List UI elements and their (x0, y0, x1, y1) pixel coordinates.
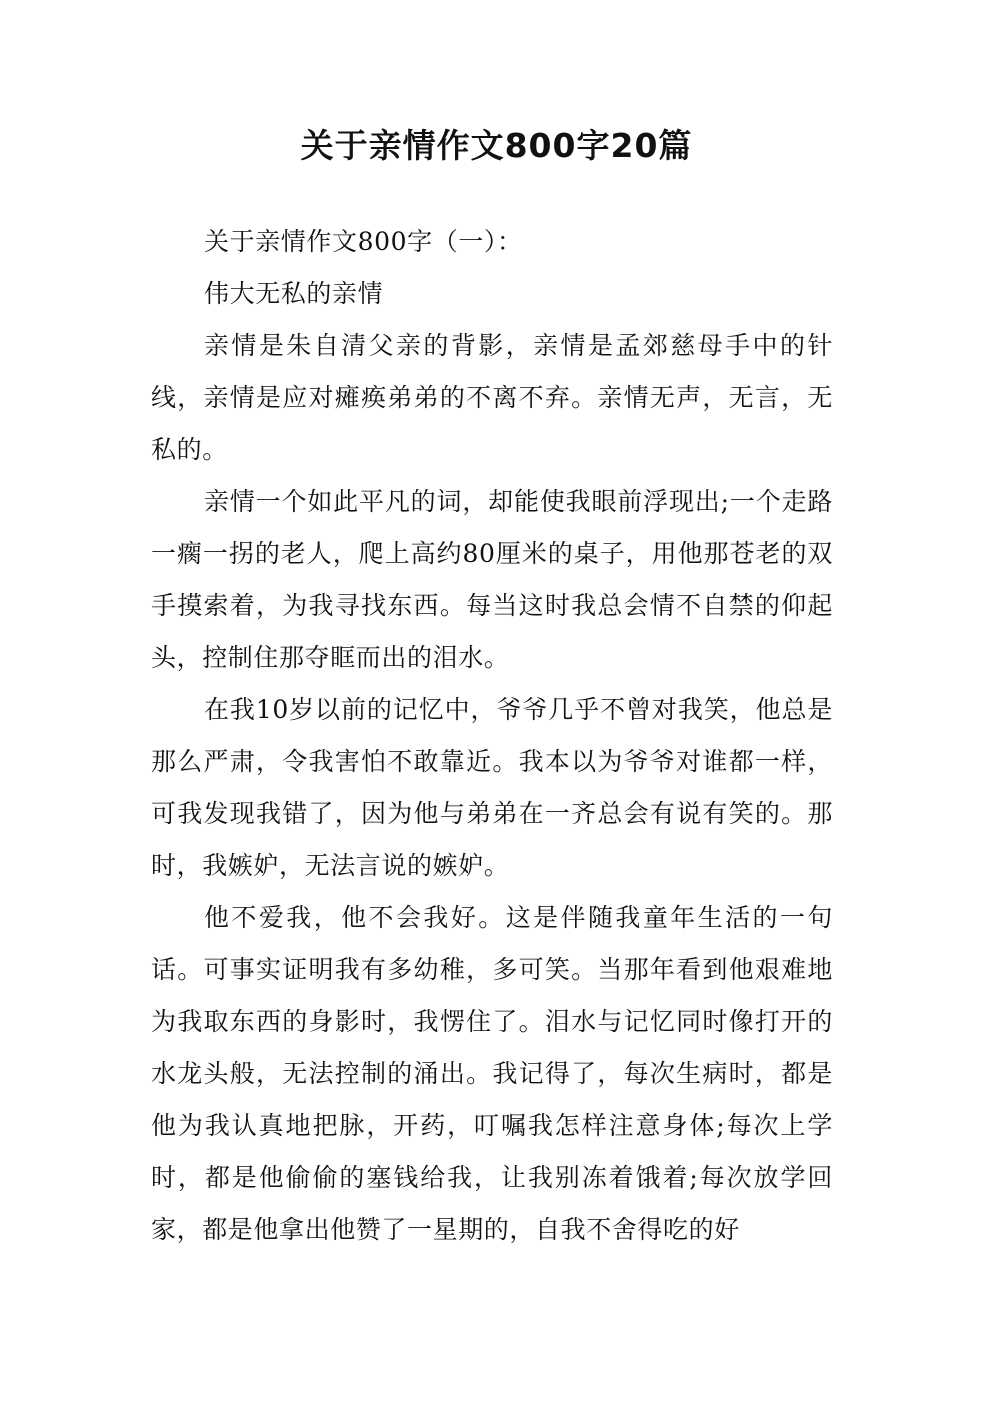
section-heading: 关于亲情作文800字（一）： (204, 227, 523, 256)
document-title: 关于亲情作文800字20篇 (300, 126, 693, 165)
paragraph: 亲情一个如此平凡的词，却能使我眼前浮现出;一个走路一瘸一拐的老人，爬上高约80厘米的桌子，用他那苍老的双手摸索着，为我寻找东西。每当这时我总会情不自禁的仰起头，控制住那夺眶而出的泪水。 (151, 487, 833, 672)
paragraph: 亲情是朱自清父亲的背影，亲情是孟郊慈母手中的针线，亲情是应对瘫痪弟弟的不离不弃。亲情无声，无言，无私的。 (151, 331, 833, 464)
essay-title: 伟大无私的亲情 (204, 279, 384, 308)
paragraph: 他不爱我，他不会我好。这是伴随我童年生活的一句话。可事实证明我有多幼稚，多可笑。当那年看到他艰难地为我取东西的身影时，我愣住了。泪水与记忆同时像打开的水龙头般，无法控制的涌出。我记得了，每次生病时，都是他为我认真地把脉，开药，叮嘱我怎样注意身体;每次上学时，都是他偷偷的塞钱给我，让我别冻着饿着;每次放学回家，都是他拿出他赞了一星期的，自我不舍得吃的好 (151, 903, 833, 1244)
paragraph: 在我10岁以前的记忆中，爷爷几乎不曾对我笑，他总是那么严肃，令我害怕不敢靠近。我本以为爷爷对谁都一样，可我发现我错了，因为他与弟弟在一齐总会有说有笑的。那时，我嫉妒，无法言说的嫉妒。 (151, 695, 833, 880)
document-body (151, 216, 833, 1256)
